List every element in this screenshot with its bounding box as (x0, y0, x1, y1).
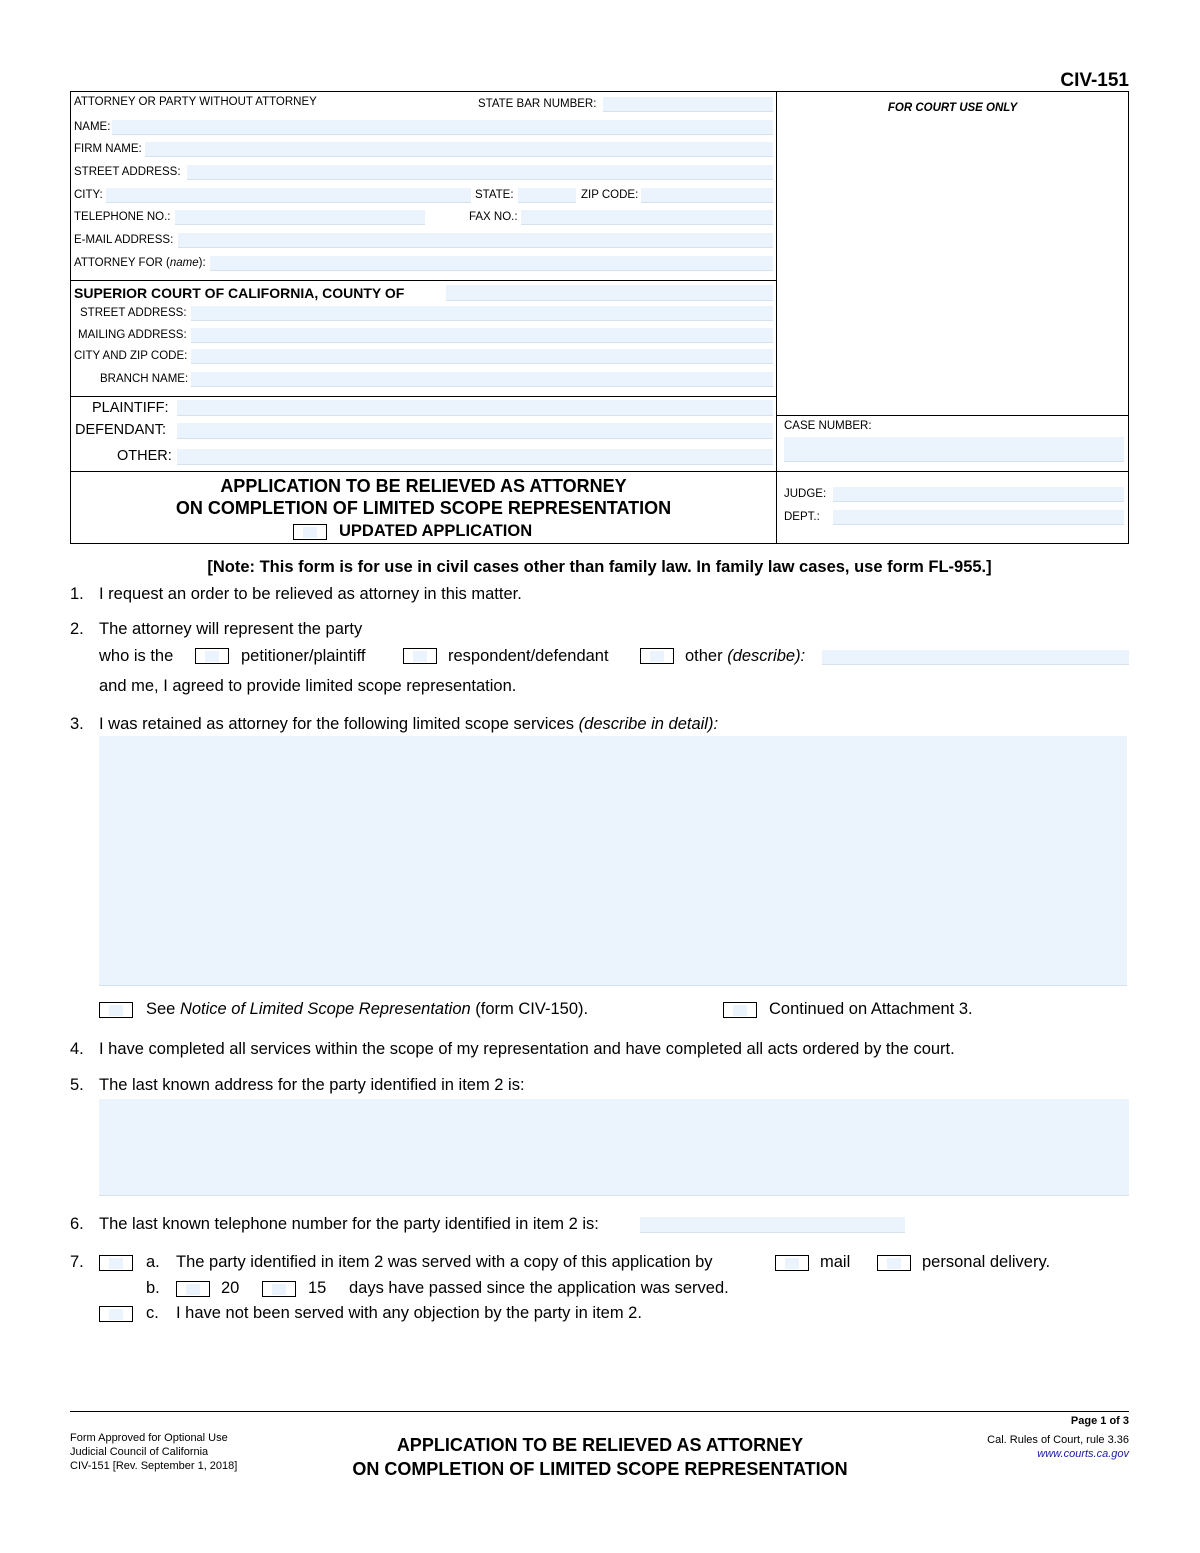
petitioner-label: petitioner/plaintiff (241, 647, 366, 665)
mail-checkbox[interactable] (775, 1255, 809, 1271)
other-party-checkbox[interactable] (640, 648, 674, 664)
city-label: CITY: (74, 189, 103, 201)
mail-label: mail (820, 1253, 851, 1271)
street-field[interactable] (187, 165, 773, 180)
fax-label: FAX NO.: (469, 211, 518, 223)
item-3-number: 3. (70, 715, 84, 733)
court-use-label: FOR COURT USE ONLY (887, 102, 1018, 114)
item-1-number: 1. (70, 585, 84, 603)
item-7c-text: I have not been served with any objection by the party in item 2. (176, 1304, 642, 1322)
court-title: SUPERIOR COURT OF CALIFORNIA, COUNTY OF (74, 285, 405, 301)
defendant-field[interactable] (177, 423, 773, 439)
updated-application-checkbox[interactable] (293, 524, 327, 540)
name-field[interactable] (112, 120, 773, 135)
days-15-label: 15 (308, 1279, 327, 1297)
email-label: E-MAIL ADDRESS: (74, 234, 174, 246)
court-city-zip-label: CITY AND ZIP CODE: (74, 350, 188, 362)
item-4-text: I have completed all services within the scope of my representation and have completed all acts ordered by the court. (99, 1040, 955, 1058)
days-20-label: 20 (221, 1279, 240, 1297)
other-label: OTHER: (117, 448, 172, 464)
case-number-field[interactable] (784, 437, 1124, 462)
petitioner-checkbox[interactable] (195, 648, 229, 664)
footer-title: APPLICATION TO BE RELIEVED AS ATTORNEY ON COMPLETION OF LIMITED SCOPE REPRESENTATION (352, 1435, 848, 1479)
form-title-line2: ON COMPLETION OF LIMITED SCOPE REPRESENTATION (175, 498, 672, 518)
days-20-checkbox[interactable] (176, 1281, 210, 1297)
attachment-3-label: Continued on Attachment 3. (769, 1000, 973, 1018)
item-7a-text: The party identified in item 2 was served with a copy of this application by (176, 1253, 713, 1271)
case-number-label: CASE NUMBER: (784, 420, 872, 432)
limited-scope-services-field[interactable] (99, 736, 1127, 986)
state-label: STATE: (475, 189, 514, 201)
defendant-label: DEFENDANT: (75, 422, 167, 438)
last-known-address-field[interactable] (99, 1099, 1129, 1196)
item-5-text: The last known address for the party identified in item 2 is: (99, 1076, 525, 1094)
court-section-divider (70, 280, 777, 281)
item-6-text: The last known telephone number for the party identified in item 2 is: (99, 1215, 599, 1233)
firm-name-label: FIRM NAME: (74, 143, 142, 155)
see-civ150-checkbox[interactable] (99, 1002, 133, 1018)
dept-field[interactable] (833, 510, 1124, 525)
item-2-agreement: and me, I agreed to provide limited scope representation. (99, 677, 517, 695)
item-7-number: 7. (70, 1253, 84, 1271)
telephone-label: TELEPHONE NO.: (74, 211, 171, 223)
telephone-field[interactable] (175, 210, 425, 225)
personal-delivery-label: personal delivery. (922, 1253, 1051, 1271)
court-branch-label: BRANCH NAME: (100, 373, 189, 385)
family-law-note: [Note: This form is for use in civil cases other than family law. In family law cases, use form FL-955.] (207, 558, 992, 576)
dept-label: DEPT.: (784, 511, 820, 523)
court-mailing-label: MAILING ADDRESS: (78, 329, 187, 341)
other-party-describe-field[interactable] (822, 650, 1129, 665)
item-7a-letter: a. (146, 1253, 160, 1271)
judge-label: JUDGE: (784, 488, 827, 500)
respondent-label: respondent/defendant (448, 647, 609, 665)
item-1-text: I request an order to be relieved as attorney in this matter. (99, 585, 522, 603)
court-street-field[interactable] (191, 306, 773, 321)
name-label: NAME: (74, 121, 111, 133)
plaintiff-field[interactable] (177, 400, 773, 416)
title-section-divider (70, 471, 1129, 472)
item-6-number: 6. (70, 1215, 84, 1233)
item-7c-checkbox[interactable] (99, 1306, 133, 1322)
form-id: CIV-151 (1060, 70, 1129, 91)
item-2-text: The attorney will represent the party (99, 620, 363, 638)
judge-field[interactable] (833, 487, 1124, 502)
item-4-number: 4. (70, 1040, 84, 1058)
personal-delivery-checkbox[interactable] (877, 1255, 911, 1271)
plaintiff-label: PLAINTIFF: (92, 400, 169, 416)
firm-name-field[interactable] (145, 142, 773, 157)
attorney-for-label: ATTORNEY FOR (name): (74, 257, 206, 269)
item-7c-letter: c. (146, 1304, 159, 1322)
court-mailing-field[interactable] (191, 328, 773, 343)
item-2-number: 2. (70, 620, 84, 638)
footer-rule (70, 1411, 1129, 1412)
zip-label: ZIP CODE: (581, 189, 639, 201)
state-bar-field[interactable] (603, 97, 773, 112)
party-section-divider (70, 396, 777, 397)
last-known-phone-field[interactable] (640, 1217, 905, 1233)
other-party-label: other (describe): (685, 647, 806, 665)
days-15-checkbox[interactable] (262, 1281, 296, 1297)
see-civ150-label: See Notice of Limited Scope Representation (form CIV-150). (146, 1000, 589, 1018)
zip-field[interactable] (641, 188, 773, 203)
city-field[interactable] (106, 188, 471, 203)
footer-rules: Cal. Rules of Court, rule 3.36 (987, 1434, 1129, 1446)
respondent-checkbox[interactable] (403, 648, 437, 664)
email-field[interactable] (178, 233, 773, 248)
court-branch-field[interactable] (191, 372, 773, 387)
footer-approval: Form Approved for Optional Use Judicial Council of California CIV-151 [Rev. September 1, 2018] (70, 1432, 238, 1472)
form-title-line1: APPLICATION TO BE RELIEVED AS ATTORNEY (220, 476, 627, 496)
item-7b-text: days have passed since the application was served. (349, 1279, 729, 1297)
attorney-for-field[interactable] (210, 256, 773, 271)
courts-website-link[interactable]: www.courts.ca.gov (1037, 1448, 1129, 1460)
item-2-who-is-the: who is the (99, 647, 174, 665)
state-bar-label: STATE BAR NUMBER: (478, 98, 597, 110)
court-city-zip-field[interactable] (191, 349, 773, 364)
item-5-number: 5. (70, 1076, 84, 1094)
attorney-party-label: ATTORNEY OR PARTY WITHOUT ATTORNEY (74, 96, 317, 108)
street-label: STREET ADDRESS: (74, 166, 181, 178)
county-field[interactable] (446, 285, 773, 301)
state-field[interactable] (518, 188, 576, 203)
attachment-3-checkbox[interactable] (723, 1002, 757, 1018)
court-street-label: STREET ADDRESS: (80, 307, 187, 319)
item-3-text: I was retained as attorney for the following limited scope services (describe in detail): (99, 715, 719, 733)
fax-field[interactable] (521, 210, 773, 225)
footer-page-number: Page 1 of 3 (1070, 1415, 1129, 1427)
case-number-divider (776, 415, 1129, 416)
updated-application-label: UPDATED APPLICATION (339, 522, 533, 540)
other-field[interactable] (177, 449, 773, 465)
item-7a-checkbox[interactable] (99, 1255, 133, 1271)
item-7b-letter: b. (146, 1279, 160, 1297)
